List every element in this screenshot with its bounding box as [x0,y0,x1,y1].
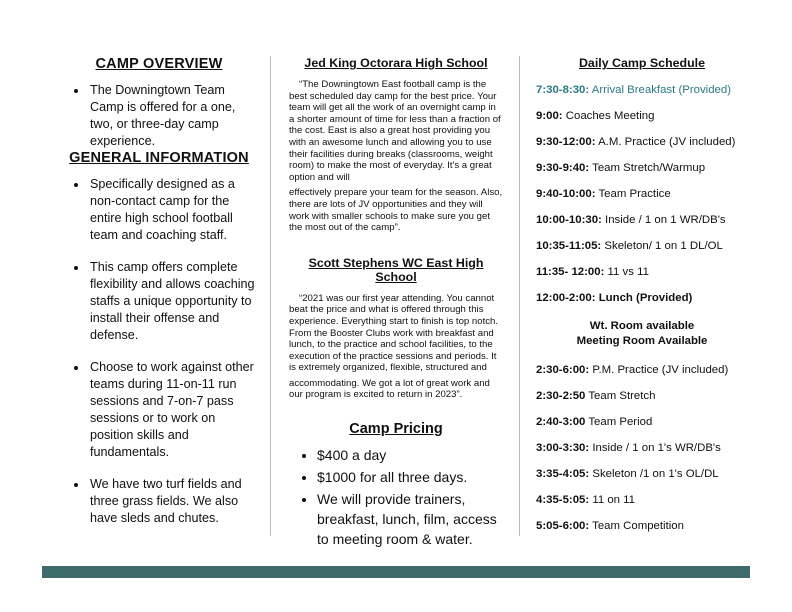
schedule-desc: Team Stretch [585,390,656,402]
schedule-row [536,187,748,201]
three-column-layout [52,56,752,548]
daily-camp-schedule-heading: Daily Camp Schedule [578,56,705,70]
schedule-row [536,161,748,175]
schedule-time: 4:35-5:05: [536,494,590,506]
schedule-time: 11:35- 12:00: [536,266,605,278]
meeting-room-line: Meeting Room Available [576,335,708,347]
schedule-row [536,83,748,97]
room-availability-note [536,319,748,349]
list-item: • $1000 for all three days. [317,467,503,487]
schedule-time: 12:00-2:00: [536,292,596,304]
schedule-row [536,519,748,533]
schedule-row [536,441,748,455]
schedule-desc: Team Competition [589,520,684,532]
schedule-row [536,415,748,429]
schedule-row [536,291,748,305]
schedule-row [536,467,748,481]
schedule-desc: Lunch (Provided) [595,292,693,304]
schedule-row [536,109,748,123]
list-item: • The Downingtown Team Camp is offered for a one, two, or three-day camp experience. [88,82,256,150]
schedule-desc: Team Stretch/Warmup [589,162,706,174]
schedule-desc: Coaches Meeting [562,110,655,122]
camp-pricing-list [289,445,503,549]
schedule-time: 3:00-3:30: [536,442,590,454]
list-item: • Choose to work against other teams during 11-on-11 run sessions and 7-on-7 pass sessions or to work on position skills and fundamentals. [88,359,256,461]
schedule-time: 2:30-2:50 [536,390,586,402]
schedule-desc: P.M. Practice (JV included) [589,364,729,376]
weight-room-line: Wt. Room available [589,320,695,332]
schedule-desc: 11 on 11 [589,494,635,506]
schedule-row [536,493,748,507]
schedule-time: 10:00-10:30: [536,214,602,226]
schedule-desc: Inside / 1 on 1 WR/DB's [601,214,726,226]
column-schedule [520,56,752,536]
list-item: • We have two turf fields and three grass fields. We also have sleds and chutes. [88,476,256,527]
schedule-desc: Team Period [585,416,653,428]
list-item: • We will provide trainers, breakfast, lunch, film, access to meeting room & water. [317,489,503,549]
camp-overview-heading: CAMP OVERVIEW [95,56,223,72]
schedule-time: 2:30-6:00: [536,364,590,376]
footer-accent-bar [42,566,750,578]
schedule-desc: Skeleton /1 on 1's OL/DL [589,468,719,480]
camp-pricing-heading: Camp Pricing [349,421,443,438]
footer-accent-bar-spacer [42,578,750,581]
schedule-row [536,135,748,149]
schedule-time: 9:30-12:00: [536,136,596,148]
schedule-time: 5:05-6:00: [536,520,590,532]
list-item: • This camp offers complete flexibility and allows coaching staffs a unique opportunity to install their offense and defense. [88,259,256,344]
camp-overview-list [62,82,256,150]
testimonial-one-heading: Jed King Octorara High School [304,56,488,70]
schedule-row [536,213,748,227]
schedule-desc: Skeleton/ 1 on 1 DL/OL [601,240,723,252]
schedule-desc: A.M. Practice (JV included) [595,136,736,148]
schedule-time: 9:30-9:40: [536,162,590,174]
schedule-time: 2:40-3:00 [536,416,586,428]
schedule-desc: Inside / 1 on 1's WR/DB's [589,442,721,454]
schedule-row [536,363,748,377]
schedule-time: 9:00: [536,110,563,122]
testimonial-two-text-continued: accommodating. We got a lot of great work and our program is excited to return in 2023”. [289,377,490,401]
schedule-row [536,239,748,253]
column-overview [52,56,270,536]
schedule-row [536,265,748,279]
general-information-list [62,176,256,527]
testimonial-two-text: “2021 was our first year attending. You cannot beat the price and what is offered through this experience. Everything start to finish is top notch. From the Booster Clubs work with breakfast and lunch, to the practice and school facilities, to the execution of the practice sessions and periods. It is extremely organized, flexible, structured and [289,292,499,374]
general-information-heading: GENERAL INFORMATION [69,150,249,166]
schedule-time: 7:30-8:30: [536,84,590,96]
schedule-desc: 11 vs 11 [604,266,649,278]
testimonial-one-text: “The Downingtown East football camp is the best scheduled day camp for the best price. Your team will get all the work of an overnight camp in a shorter amount of time for less than a fraction of the cost. East is also a great host providing you with an awesome lunch and allowing you to use their facilities during breaks (classrooms, weight room) to make the most of everyday. It's a great option and will [289,79,501,183]
list-item: • Specifically designed as a non-contact camp for the entire high school football team and coaching staff. [88,176,256,244]
list-item: • $400 a day [317,445,503,465]
schedule-time: 9:40-10:00: [536,188,596,200]
schedule-time: 3:35-4:05: [536,468,590,480]
testimonial-two-heading: Scott Stephens WC East High School [308,255,484,284]
schedule-desc: Team Practice [595,188,671,200]
schedule-desc: Arrival Breakfast (Provided) [589,84,731,96]
column-testimonials [270,56,520,548]
schedule-row [536,389,748,403]
schedule-time: 10:35-11:05: [536,240,602,252]
testimonial-one-text-continued: effectively prepare your team for the season. Also, there are lots of JV opportunities and they will work with smaller schools to make sure you get the most out of the camp”. [289,187,503,234]
